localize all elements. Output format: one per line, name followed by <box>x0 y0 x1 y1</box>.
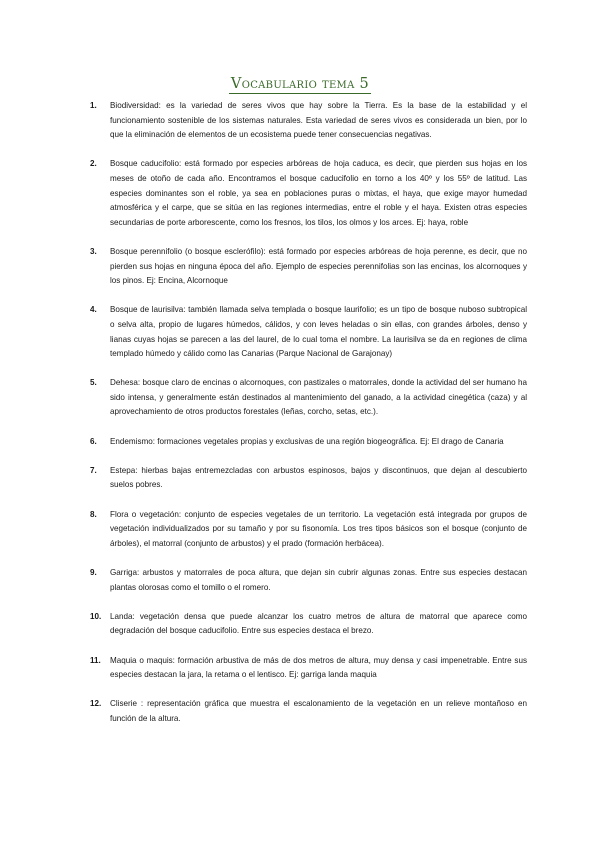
item-number: 8. <box>90 509 97 519</box>
item-text: Endemismo: formaciones vegetales propias y exclusivas de una región biogeográfica. Ej: El drago de Canaria <box>110 436 504 446</box>
document-title <box>0 76 600 92</box>
item-number: 12. <box>90 699 102 709</box>
item-number: 5. <box>90 378 97 388</box>
item-text: Dehesa: bosque claro de encinas o alcornoques, con pastizales o matorrales, donde la actividad del ser humano ha sido intensa, y generalmente están destinados al mantenimiento del ganado, a la actividad cinegética (caza) y al aprovechamiento de otros productos forestales (leñas, corcho, setas, etc.). <box>110 378 527 417</box>
item-text: Garriga: arbustos y matorrales de poca altura, que dejan sin cubrir algunas zonas. Entre sus especies destacan plantas olorosas como el tomillo o el romero. <box>110 568 527 592</box>
vocabulary-item <box>0 376 600 420</box>
vocabulary-item <box>0 99 600 143</box>
item-number: 2. <box>90 159 97 169</box>
vocabulary-item <box>0 697 600 726</box>
document-title-text: Vocabulario tema 5 <box>230 76 370 92</box>
vocabulary-item <box>0 464 600 493</box>
vocabulary-list <box>0 99 600 741</box>
item-number: 4. <box>90 305 97 315</box>
item-text: Bosque perennifolio (o bosque esclerófilo): está formado por especies arbóreas de hoja perenne, es decir, que no pierden sus hojas en ninguna época del año. Ejemplo de especies perennifolias son las encinas, los alcornoques y los pinos. Ej: Encina, Alcornoque <box>110 246 527 286</box>
item-number: 3. <box>90 246 97 256</box>
item-number: 7. <box>90 465 97 475</box>
item-text: Maquia o maquis: formación arbustiva de más de dos metros de altura, muy densa y casi impenetrable. Entre sus especies destacan la jara, la retama o el lentisco. Ej: garriga landa maquia <box>110 655 527 680</box>
item-number: 10. <box>90 611 102 621</box>
vocabulary-item <box>0 303 600 361</box>
item-number: 11. <box>90 655 101 665</box>
vocabulary-item <box>0 566 600 595</box>
item-text: Cliserie : representación gráfica que muestra el escalonamiento de la vegetación en un relieve montañoso en función de la altura. <box>110 699 527 723</box>
item-text: Bosque caducifolio: está formado por especies arbóreas de hoja caduca, es decir, que pierden sus hojas en los meses de otoño de cada año. Encontramos el bosque caducifolio en torno a los 40º y los 55º de latitud. Las especies dominantes son el roble, ya sea en poblaciones puras o mixtas, el haya, que exige mayor humedad atmosférica y el carpe, que se sitúa en las regiones intermedias, entre el roble y el haya. Existen otras especies secundarias de porte arborescente, como los fresnos, los tilos, los olmos y los arces. Ej: haya, roble <box>110 159 527 227</box>
vocabulary-item <box>0 245 600 289</box>
item-number: 1. <box>90 101 97 110</box>
vocabulary-item <box>0 435 600 450</box>
item-text: Biodiversidad: es la variedad de seres vivos que hay sobre la Tierra. Es la base de la estabilidad y el funcionamiento sostenible de los sistemas naturales. Esta variedad de seres vivos es considerada un bien, por lo que la eliminación de elementos de un ecosistema puede tener consecuencias negativas. <box>110 101 527 140</box>
vocabulary-item <box>0 654 600 683</box>
item-text: Landa: vegetación densa que puede alcanzar los cuatro metros de altura de matorral que aparece como degradación del bosque caducifolio. Entre sus especies destaca el brezo. <box>110 611 527 636</box>
item-text: Flora o vegetación: conjunto de especies vegetales de un territorio. La vegetación está integrada por grupos de vegetación individualizados por su tamaño y por su fisonomía. Los tres tipos básicos son el bosque (conjunto de árboles), el matorral (conjunto de arbustos) y el prado (formación herbácea). <box>110 509 527 548</box>
item-text: Bosque de laurisilva: también llamada selva templada o bosque laurifolio; es un tipo de bosque nuboso subtropical o selva alta, propio de lugares húmedos, cálidos, y con leves heladas o sin ellas, con grandes árboles, denso y lianas cuyas hojas se parecen a las del laurel, de lo cual toma el nombre. La laurisilva se da en regiones de clima templado húmedo y cálido como las Canarias (Parque Nacional de Garajonay) <box>110 305 527 359</box>
item-number: 6. <box>90 436 97 446</box>
item-number: 9. <box>90 568 97 577</box>
vocabulary-item <box>0 508 600 552</box>
vocabulary-item <box>0 157 600 230</box>
vocabulary-item <box>0 610 600 639</box>
item-text: Estepa: hierbas bajas entremezcladas con arbustos espinosos, bajos y discontinuos, que dejan al descubierto suelos pobres. <box>110 465 527 490</box>
